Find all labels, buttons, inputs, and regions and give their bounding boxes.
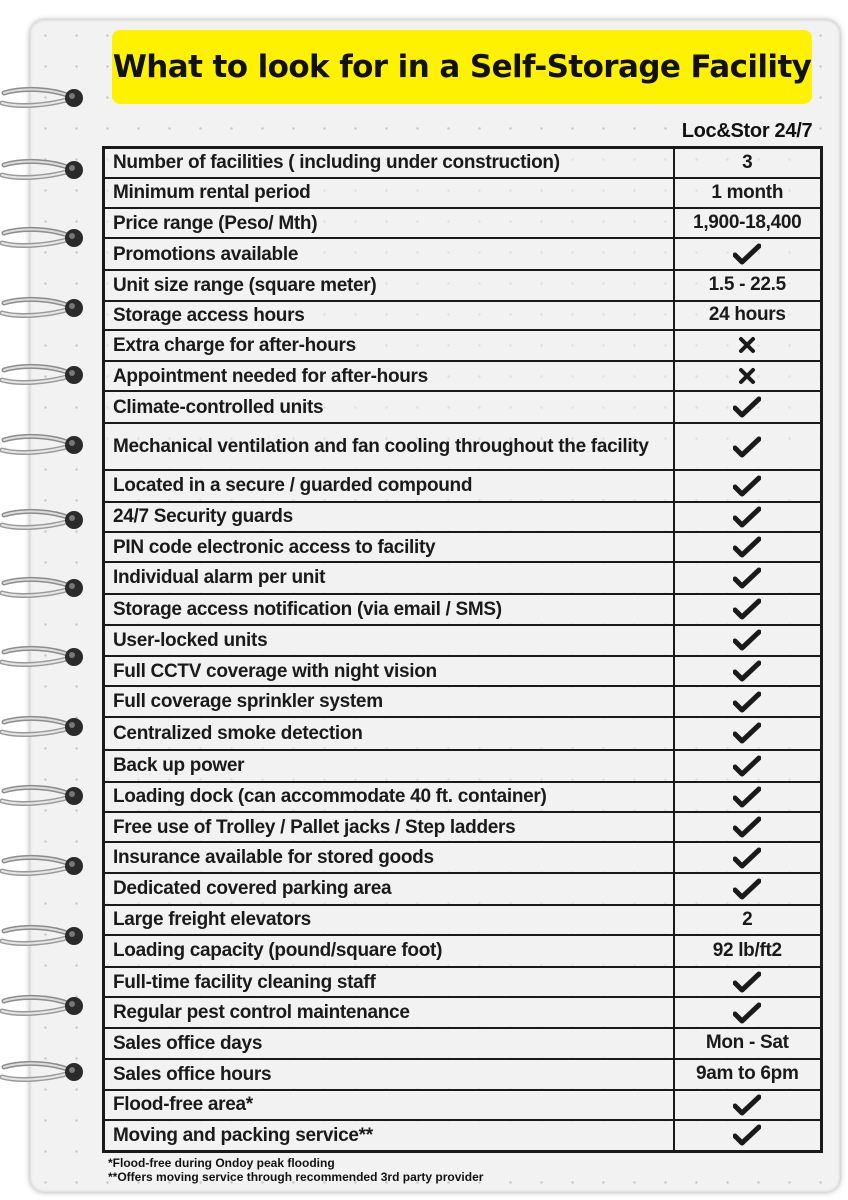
row-label: Moving and packing service** <box>104 1120 674 1152</box>
row-label: Full coverage sprinkler system <box>104 686 674 717</box>
row-label: Centralized smoke detection <box>104 717 674 749</box>
row-value-cell <box>674 717 822 749</box>
row-label: User-locked units <box>104 625 674 656</box>
row-value: 24 hours <box>674 301 822 330</box>
row-label: Full-time facility cleaning staff <box>104 967 674 997</box>
footnotes <box>108 1156 808 1184</box>
table-row <box>104 238 822 270</box>
table-row <box>104 502 822 532</box>
spiral-ring <box>0 1057 90 1087</box>
check-icon <box>733 971 761 992</box>
table-row <box>104 782 822 812</box>
table-row <box>104 423 822 469</box>
check-icon <box>733 755 761 776</box>
table-row <box>104 812 822 842</box>
table-row <box>104 842 822 873</box>
title-banner <box>112 30 812 104</box>
check-icon <box>733 722 761 743</box>
row-label: Located in a secure / guarded compound <box>104 470 674 502</box>
cross-icon <box>738 334 756 355</box>
check-icon <box>733 691 761 712</box>
check-icon <box>733 436 761 457</box>
row-value-cell <box>674 656 822 686</box>
row-value: Mon - Sat <box>674 1028 822 1058</box>
row-value-cell <box>674 686 822 717</box>
table-row <box>104 1059 822 1090</box>
row-value-cell <box>674 750 822 782</box>
row-value-cell <box>674 594 822 625</box>
spiral-ring <box>0 155 90 185</box>
table-row <box>104 935 822 967</box>
row-label: Sales office hours <box>104 1059 674 1090</box>
row-value: 9am to 6pm <box>674 1059 822 1090</box>
row-label: Large freight elevators <box>104 905 674 935</box>
table-row <box>104 330 822 361</box>
check-icon <box>733 506 761 527</box>
table-row <box>104 270 822 300</box>
spiral-ring <box>0 642 90 672</box>
check-icon <box>733 567 761 588</box>
table-row <box>104 148 822 178</box>
check-icon <box>733 847 761 868</box>
check-icon <box>733 660 761 681</box>
table-row <box>104 1120 822 1152</box>
table-row <box>104 470 822 502</box>
row-value-cell <box>674 842 822 873</box>
row-label: Mechanical ventilation and fan cooling throughout the facility <box>104 423 674 469</box>
table-row <box>104 1028 822 1058</box>
row-label: 24/7 Security guards <box>104 502 674 532</box>
row-label: Free use of Trolley / Pallet jacks / Step ladders <box>104 812 674 842</box>
row-label: Promotions available <box>104 238 674 270</box>
row-label: Extra charge for after-hours <box>104 330 674 361</box>
spiral-ring <box>0 293 90 323</box>
row-value: 3 <box>674 148 822 178</box>
footnote-moving: **Offers moving service through recommended 3rd party provider <box>108 1170 484 1184</box>
row-value-cell <box>674 502 822 532</box>
check-icon <box>733 536 761 557</box>
check-icon <box>733 786 761 807</box>
spiral-ring <box>0 851 90 881</box>
row-label: Minimum rental period <box>104 178 674 208</box>
check-icon <box>733 878 761 899</box>
check-icon <box>733 816 761 837</box>
table-row <box>104 905 822 935</box>
row-label: Appointment needed for after-hours <box>104 361 674 391</box>
row-value-cell <box>674 625 822 656</box>
check-icon <box>733 475 761 496</box>
row-label: Flood-free area* <box>104 1090 674 1120</box>
table-row <box>104 391 822 423</box>
row-label: Full CCTV coverage with night vision <box>104 656 674 686</box>
table-row <box>104 1090 822 1120</box>
row-value-cell <box>674 238 822 270</box>
spiral-ring <box>0 991 90 1021</box>
row-value: 1 month <box>674 178 822 208</box>
row-value-cell <box>674 470 822 502</box>
row-value-cell <box>674 873 822 904</box>
column-header: Loc&Stor 24/7 <box>681 120 813 142</box>
table-row <box>104 717 822 749</box>
check-icon <box>733 598 761 619</box>
row-label: Insurance available for stored goods <box>104 842 674 873</box>
table-row <box>104 208 822 238</box>
spiral-ring <box>0 573 90 603</box>
spiral-ring <box>0 712 90 742</box>
row-label: Storage access hours <box>104 301 674 330</box>
table-row <box>104 532 822 562</box>
table-row <box>104 562 822 593</box>
spiral-ring <box>0 360 90 390</box>
row-value-cell <box>674 1120 822 1152</box>
comparison-table <box>102 146 823 1153</box>
table-row <box>104 967 822 997</box>
table-row <box>104 625 822 656</box>
row-value: 1,900-18,400 <box>674 208 822 238</box>
row-value-cell <box>674 1090 822 1120</box>
cross-icon <box>738 365 756 386</box>
table-row <box>104 361 822 391</box>
spiral-ring <box>0 223 90 253</box>
row-value: 1.5 - 22.5 <box>674 270 822 300</box>
check-icon <box>733 243 761 264</box>
table-row <box>104 750 822 782</box>
row-label: Price range (Peso/ Mth) <box>104 208 674 238</box>
row-value-cell <box>674 391 822 423</box>
row-label: Individual alarm per unit <box>104 562 674 593</box>
row-label: Storage access notification (via email / SMS) <box>104 594 674 625</box>
table-row <box>104 594 822 625</box>
row-label: Number of facilities ( including under construction) <box>104 148 674 178</box>
spiral-ring <box>0 781 90 811</box>
row-label: Sales office days <box>104 1028 674 1058</box>
check-icon <box>733 396 761 417</box>
row-label: Unit size range (square meter) <box>104 270 674 300</box>
row-value-cell <box>674 562 822 593</box>
row-value-cell <box>674 997 822 1028</box>
row-label: Climate-controlled units <box>104 391 674 423</box>
row-label: PIN code electronic access to facility <box>104 532 674 562</box>
spiral-ring <box>0 83 90 113</box>
check-icon <box>733 629 761 650</box>
row-value: 2 <box>674 905 822 935</box>
check-icon <box>733 1125 761 1146</box>
check-icon <box>733 1094 761 1115</box>
spiral-ring <box>0 921 90 951</box>
spiral-ring <box>0 430 90 460</box>
row-label: Back up power <box>104 750 674 782</box>
row-label: Dedicated covered parking area <box>104 873 674 904</box>
row-value-cell <box>674 812 822 842</box>
table-row <box>104 656 822 686</box>
table-row <box>104 178 822 208</box>
page-title: What to look for in a Self-Storage Facility <box>112 49 812 85</box>
table-row <box>104 686 822 717</box>
row-value: 92 lb/ft2 <box>674 935 822 967</box>
row-label: Regular pest control maintenance <box>104 997 674 1028</box>
row-label: Loading dock (can accommodate 40 ft. container) <box>104 782 674 812</box>
row-value-cell <box>674 782 822 812</box>
check-icon <box>733 1002 761 1023</box>
table-row <box>104 997 822 1028</box>
table-row <box>104 301 822 330</box>
row-value-cell <box>674 330 822 361</box>
row-value-cell <box>674 361 822 391</box>
row-value-cell <box>674 532 822 562</box>
row-value-cell <box>674 423 822 469</box>
footnote-flood: *Flood-free during Ondoy peak flooding <box>108 1156 335 1170</box>
row-label: Loading capacity (pound/square foot) <box>104 935 674 967</box>
row-value-cell <box>674 967 822 997</box>
table-row <box>104 873 822 904</box>
spiral-ring <box>0 505 90 535</box>
